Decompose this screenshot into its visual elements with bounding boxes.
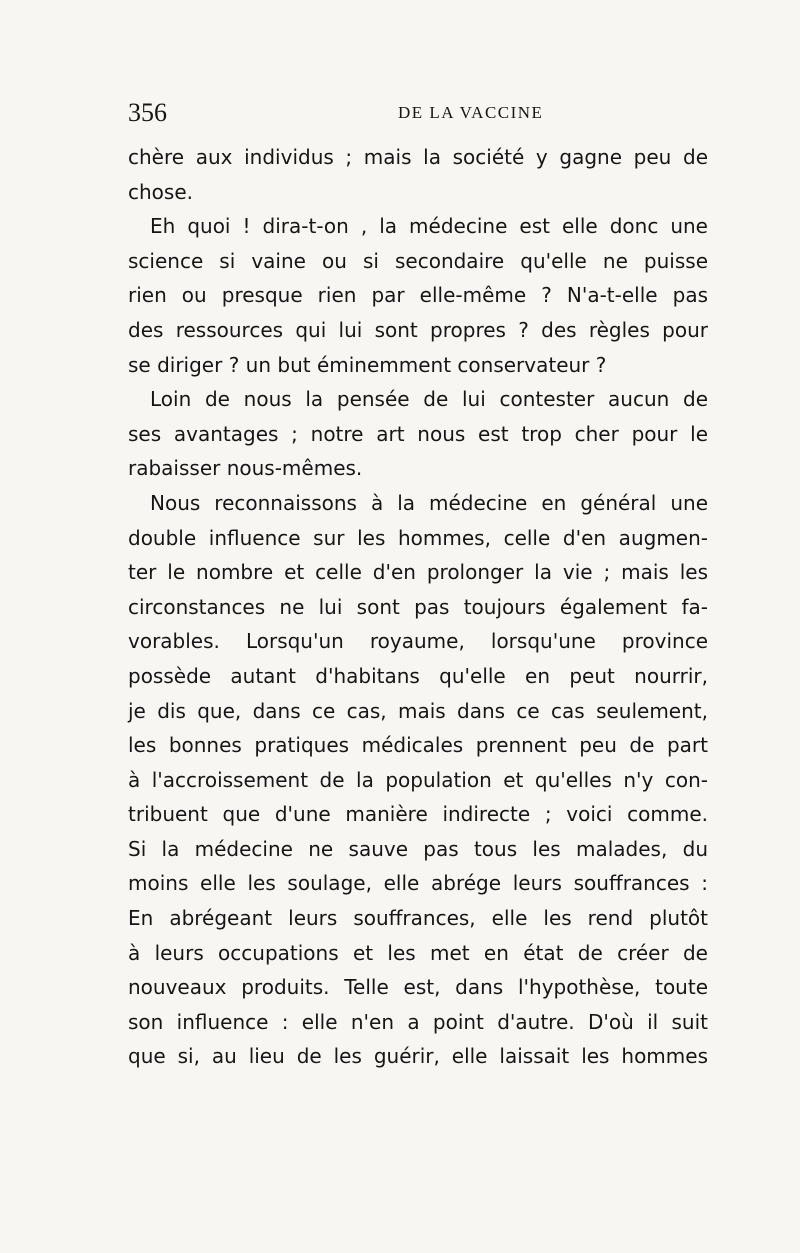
page-header [128, 96, 708, 130]
text-line: se diriger ? un but éminemment conservateur ? [128, 352, 607, 377]
text-line: des ressources qui lui sont propres ? des règles pour [128, 317, 708, 342]
page-number: 356 [128, 98, 167, 127]
text-line: que si, au lieu de les guérir, elle laissait les hommes [128, 1044, 708, 1069]
text-line: vorables. Lorsqu'un royaume, lorsqu'une province [128, 629, 708, 654]
text-line: chère aux individus ; mais la société y gagne peu de [128, 145, 708, 169]
text-line: moins elle les soulage, elle abrége leurs souffrances : [128, 871, 708, 896]
text-line: circonstances ne lui sont pas toujours également fa- [128, 594, 708, 619]
paragraph [128, 140, 708, 209]
running-head: DE LA VACCINE [398, 103, 544, 122]
text-line: les bonnes pratiques médicales prennent peu de part [128, 733, 708, 758]
text-line: rien ou presque rien par elle-même ? N'a-t-elle pas [128, 283, 708, 308]
text-line: je dis que, dans ce cas, mais dans ce cas seulement, [128, 698, 708, 723]
text-line: à leurs occupations et les met en état de créer de [128, 940, 708, 965]
text-line: possède autant d'habitans qu'elle en peut nourrir, [128, 663, 708, 688]
text-line: science si vaine ou si secondaire qu'elle ne puisse [128, 248, 708, 273]
text-line: nouveaux produits. Telle est, dans l'hypothèse, toute [128, 975, 708, 1000]
paragraph [128, 486, 708, 1074]
text-line: double influence sur les hommes, celle d'en augmen- [128, 525, 708, 550]
text-line: rabaisser nous-mêmes. [128, 456, 363, 481]
paragraph [128, 209, 708, 382]
text-line: En abrégeant leurs souffrances, elle les rend plutôt [128, 906, 708, 931]
text-line: son influence : elle n'en a point d'autre. D'où il suit [128, 1009, 708, 1034]
text-line: tribuent que d'une manière indirecte ; voici comme. [128, 802, 708, 827]
text-line: Si la médecine ne sauve pas tous les malades, du [128, 836, 708, 861]
paragraph [128, 382, 708, 486]
text-line: ter le nombre et celle d'en prolonger la vie ; mais les [128, 560, 708, 585]
text-line: Loin de nous la pensée de lui contester aucun de [150, 387, 708, 412]
text-line: chose. [128, 179, 193, 204]
text-line: Eh quoi ! dira-t-on , la médecine est elle donc une [150, 214, 708, 239]
body-text [128, 140, 708, 1074]
text-line: ses avantages ; notre art nous est trop cher pour le [128, 421, 708, 446]
text-line: Nous reconnaissons à la médecine en général une [150, 490, 708, 515]
text-line: à l'accroissement de la population et qu'elles n'y con- [128, 767, 708, 792]
